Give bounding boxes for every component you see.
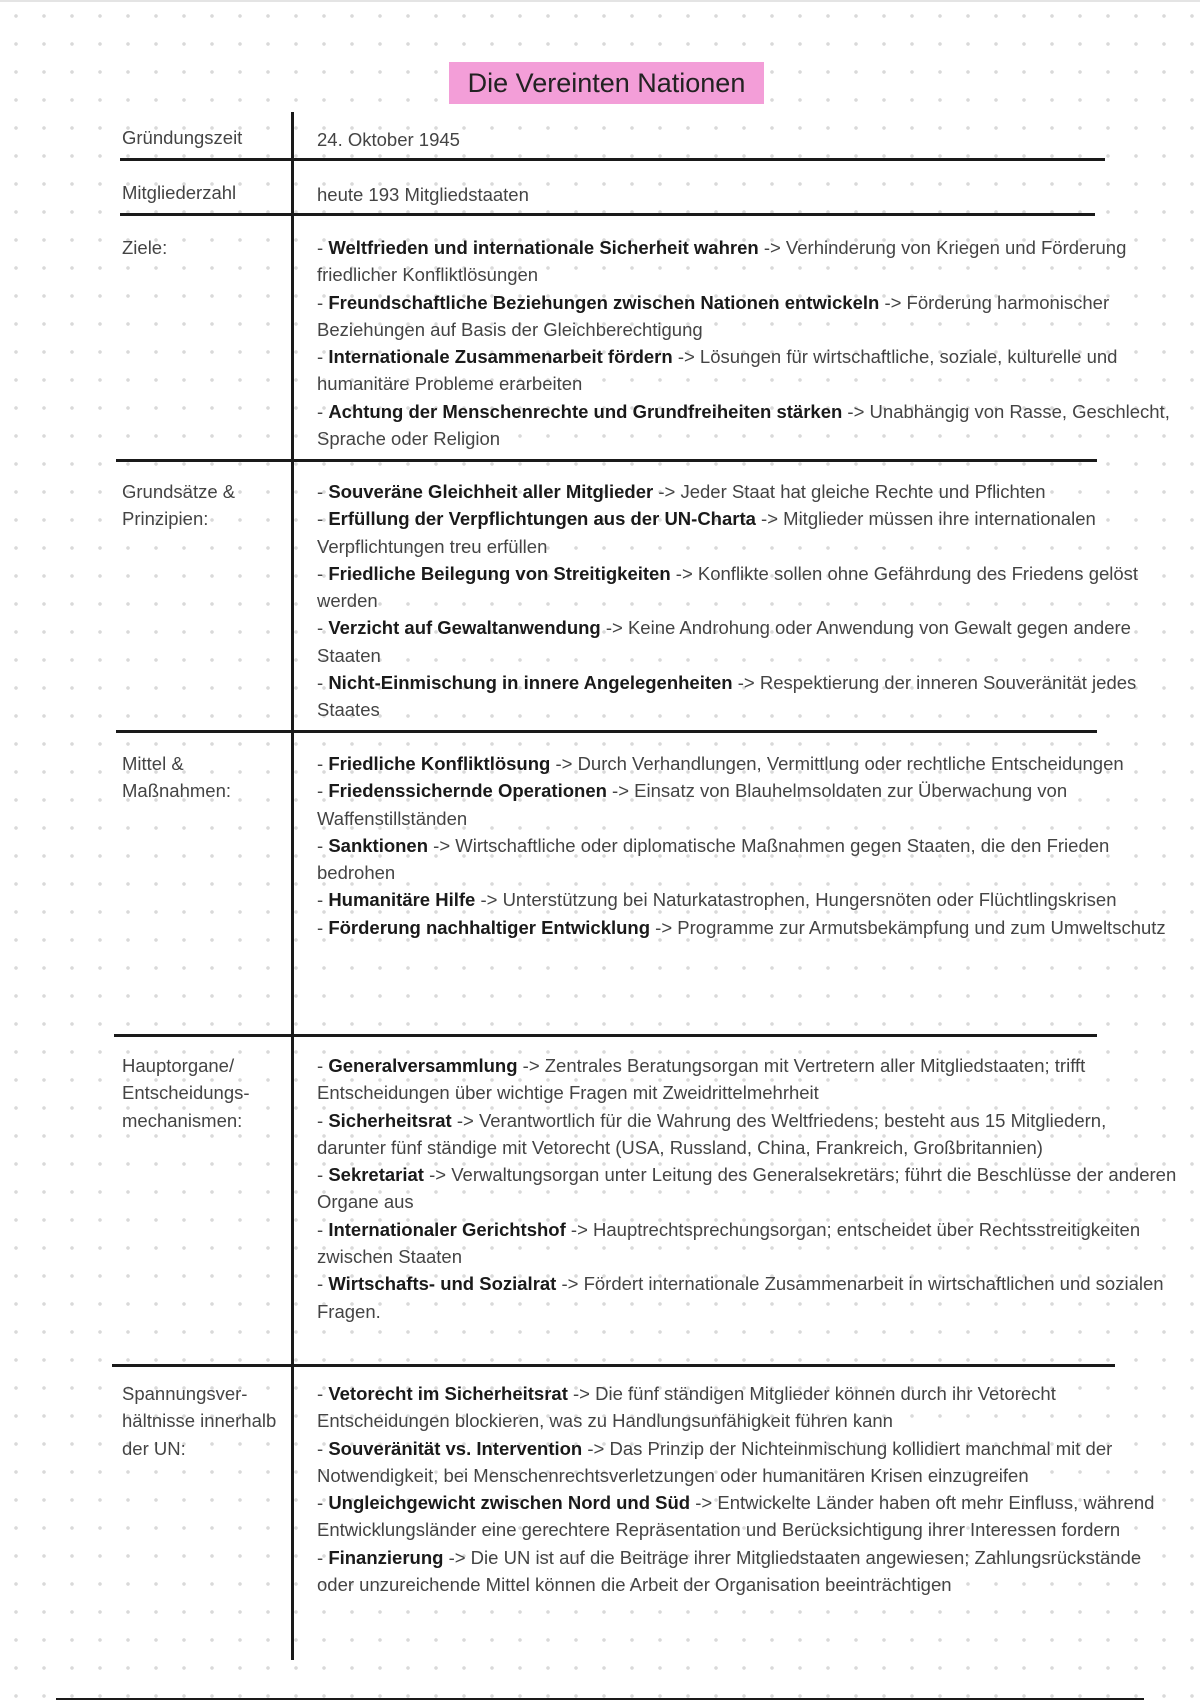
- list-item: - Förderung nachhaltiger Entwicklung -> Programme zur Armutsbekämpfung und zum Umweltschutz: [317, 916, 1166, 938]
- list-item: - Friedliche Beilegung von Streitigkeiten -> Konflikte sollen ohne Gefährdung des Friedens gelöst werden: [317, 562, 1139, 612]
- row-label-measures: Mittel & Maßnahmen:: [122, 753, 231, 802]
- list-item: - Verzicht auf Gewaltanwendung -> Keine Androhung oder Anwendung von Gewalt gegen andere Staaten: [317, 617, 1131, 666]
- list-item: - Internationaler Gerichtshof -> Hauptrechtsprechungsorgan; entscheidet über Rechtsstreitigkeiten zwischen Staaten: [317, 1218, 1141, 1268]
- list-item: - Generalversammlung -> Zentrales Beratungsorgan mit Vertretern aller Mitgliedstaaten; trifft Entscheidungen über wichtige Fragen mit Zweidrittelmehrheit: [317, 1055, 1086, 1104]
- list-item: - Vetorecht im Sicherheitsrat -> Die fünf ständigen Mitglieder können durch ihr Vetorecht Entscheidungen blockieren, was zu Handlungsunfähigkeit führen kann: [317, 1383, 1056, 1432]
- list-item: - Nicht-Einmischung in innere Angelegenheiten -> Respektierung der inneren Souveränität jedes Staates: [317, 672, 1137, 721]
- row-label-tensions: Spannungsver-hältnisse innerhalb der UN:: [122, 1383, 277, 1459]
- list-item: - Humanitäre Hilfe -> Unterstützung bei Naturkatastrophen, Hungersnöten oder Flüchtlingskrisen: [317, 889, 1117, 911]
- organs-list: [317, 1052, 1177, 1325]
- list-item: - Erfüllung der Verpflichtungen aus der UN-Charta -> Mitglieder müssen ihre internationalen Verpflichtungen treu erfüllen: [317, 508, 1096, 557]
- measures-list: [317, 750, 1177, 941]
- column-divider: [291, 112, 294, 1660]
- list-item: - Friedliche Konfliktlösung -> Durch Verhandlungen, Vermittlung oder rechtliche Entscheidungen: [317, 753, 1124, 774]
- list-item: - Freundschaftliche Beziehungen zwischen Nationen entwickeln -> Förderung harmonischer Beziehungen auf Basis der Gleichberechtigung: [317, 291, 1110, 340]
- list-item: - Sekretariat -> Verwaltungsorgan unter Leitung des Generalsekretärs; führt die Beschlüsse der anderen Organe aus: [317, 1164, 1177, 1213]
- list-item: - Souveräne Gleichheit aller Mitglieder -> Jeder Staat hat gleiche Rechte und Pflichten: [317, 481, 1046, 502]
- row-label-members: Mitgliederzahl: [122, 182, 237, 203]
- list-item: - Friedenssichernde Operationen -> Einsatz von Blauhelmsoldaten zur Überwachung von Waffenstillständen: [317, 780, 1068, 829]
- tensions-list: [317, 1380, 1177, 1598]
- principles-list: [317, 478, 1177, 724]
- list-item: - Ungleichgewicht zwischen Nord und Süd -> Entwickelte Länder haben oft mehr Einfluss, während Entwicklungsländer eine gerechtere Repräsentation und Berücksichtigung ihrer Interessen fordern: [317, 1492, 1155, 1541]
- list-item: - Sicherheitsrat -> Verantwortlich für die Wahrung des Weltfriedens; besteht aus 15 Mitgliedern, darunter fünf ständige mit Vetorecht (USA, Russland, China, Frankreich, Großbritannien): [317, 1109, 1107, 1158]
- row-label-organs: Hauptorgane/ Entscheidungs-mechanismen:: [122, 1055, 250, 1131]
- list-item: - Weltfrieden und internationale Sicherheit wahren -> Verhinderung von Kriegen und Förderung friedlicher Konfliktlösungen: [317, 237, 1127, 286]
- list-item: - Sanktionen -> Wirtschaftliche oder diplomatische Maßnahmen gegen Staaten, die den Frieden bedrohen: [317, 834, 1110, 884]
- row-divider: [120, 158, 1105, 161]
- list-item: - Wirtschafts- und Sozialrat -> Fördert internationale Zusammenarbeit in wirtschaftlichen und sozialen Fragen.: [317, 1273, 1164, 1322]
- row-label-principles: Grundsätze & Prinzipien:: [122, 481, 236, 530]
- row-divider: [112, 1364, 1115, 1367]
- row-divider: [114, 1034, 1097, 1037]
- row-divider: [116, 459, 1097, 462]
- list-item: - Internationale Zusammenarbeit fördern -> Lösungen für wirtschaftliche, soziale, kulturelle und humanitäre Probleme erarbeiten: [317, 346, 1118, 395]
- row-divider: [120, 213, 1095, 216]
- page-top-border: [0, 0, 1200, 2]
- list-item: - Finanzierung -> Die UN ist auf die Beiträge ihrer Mitgliedstaaten angewiesen; Zahlungsrückstände oder unzureichende Mittel können die Arbeit der Organisation beeinträchtigen: [317, 1546, 1142, 1596]
- list-item: - Souveränität vs. Intervention -> Das Prinzip der Nichteinmischung kollidiert manchmal mit der Notwendigkeit, bei Menschenrechtsverletzungen oder humanitären Krisen einzugreifen: [317, 1437, 1113, 1486]
- row-label-goals: Ziele:: [122, 237, 168, 258]
- goals-list: [317, 234, 1177, 452]
- page-title: Die Vereinten Nationen: [449, 62, 764, 104]
- list-item: - Achtung der Menschenrechte und Grundfreiheiten stärken -> Unabhängig von Rasse, Geschlecht, Sprache oder Religion: [317, 400, 1170, 450]
- row-label-founding: Gründungszeit: [122, 127, 243, 148]
- row-value-members: heute 193 Mitgliedstaaten: [317, 184, 529, 205]
- row-value-founding: 24. Oktober 1945: [317, 129, 460, 150]
- row-divider: [116, 730, 1097, 733]
